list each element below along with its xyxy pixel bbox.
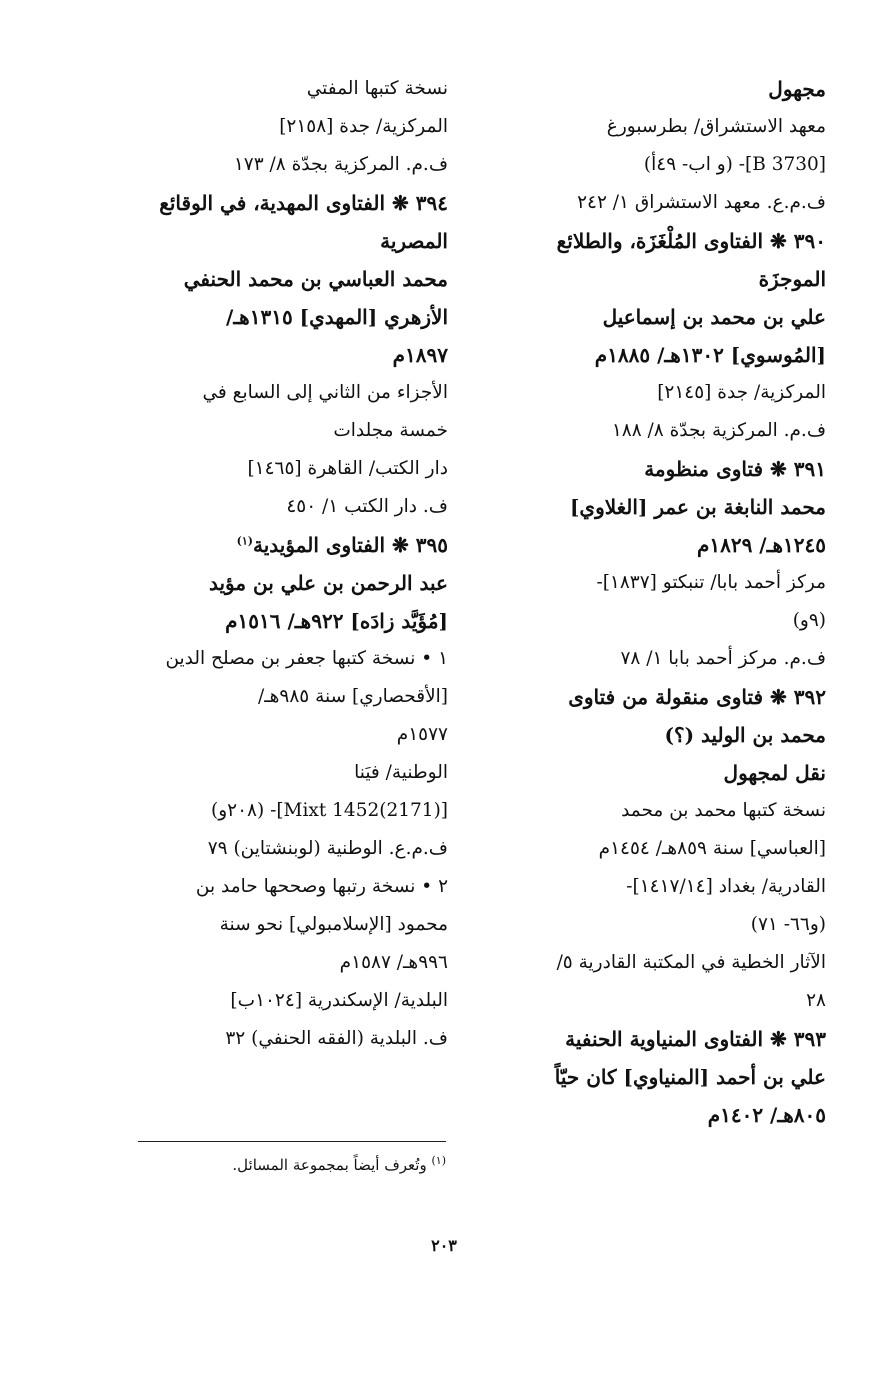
line-text: [(2171)Mixt 1452]- (٢٠٨و) xyxy=(211,800,448,821)
right-column-line xyxy=(488,1020,826,1058)
footnote-marker: (١) xyxy=(431,1154,446,1167)
line-text: علي بن محمد بن إسماعيل xyxy=(602,305,826,329)
line-text: ف.م. المركزية بجدّة ٨/ ١٧٣ xyxy=(233,154,448,175)
right-column-line xyxy=(488,602,826,640)
right-column-line xyxy=(488,1096,826,1134)
line-text: البلدية/ الإسكندرية [١٠٢٤ب] xyxy=(230,990,448,1011)
line-text: [مُؤَيَّد زادَه] ٩٢٢هـ/ ١٥١٦م xyxy=(225,609,448,633)
line-text: ٢٨ xyxy=(806,990,826,1011)
line-text: ٣٩١ ❋ فتاوى منظومة xyxy=(644,457,826,481)
right-column-line xyxy=(488,412,826,450)
right-column-line xyxy=(488,526,826,564)
right-column-line xyxy=(488,982,826,1020)
right-column-line xyxy=(488,374,826,412)
left-column-line xyxy=(106,792,448,830)
right-column-line xyxy=(488,450,826,488)
line-text: نسخة كتبها محمد بن محمد xyxy=(621,800,826,821)
right-column-line xyxy=(488,792,826,830)
left-column-line xyxy=(106,982,448,1020)
line-text: ٣٩٢ ❋ فتاوى منقولة من فتاوى xyxy=(568,685,826,709)
line-text: ١٨٩٧م xyxy=(392,343,448,367)
line-text: القادرية/ بغداد [١٤١٧/١٤]- xyxy=(626,876,826,897)
right-column-line xyxy=(488,1058,826,1096)
right-column xyxy=(488,70,826,1134)
line-text: [B 3730]- (و اب- ٤٩أ) xyxy=(643,154,826,175)
left-column-line xyxy=(106,184,448,222)
left-column-line xyxy=(106,754,448,792)
left-column-line xyxy=(106,678,448,716)
right-column-line xyxy=(488,564,826,602)
line-text: الموجزَة xyxy=(758,267,826,291)
left-column-line xyxy=(106,640,448,678)
footnote-text: وتُعرف أيضاً بمجموعة المسائل. xyxy=(232,1156,427,1174)
line-text: محمد العباسي بن محمد الحنفي xyxy=(183,267,448,291)
left-column-line xyxy=(106,336,448,374)
line-text: نقل لمجهول xyxy=(723,761,826,785)
line-text: ف.م.ع. معهد الاستشراق ١/ ٢٤٢ xyxy=(577,192,826,213)
right-column-line xyxy=(488,678,826,716)
line-text: مركز أحمد بابا/ تنبكتو [١٨٣٧]- xyxy=(596,572,826,593)
line-text: ١٢٤٥هـ/ ١٨٢٩م xyxy=(696,533,826,557)
right-column-line xyxy=(488,260,826,298)
line-text: (٩و) xyxy=(792,610,826,631)
left-column-line xyxy=(106,830,448,868)
line-text: [الأقحصاري] سنة ٩٨٥هـ/ xyxy=(257,686,448,707)
left-column-line xyxy=(106,602,448,640)
line-text: ف. البلدية (الفقه الحنفي) ٣٢ xyxy=(225,1028,448,1049)
line-text: ٣٩٠ ❋ الفتاوى المُلْغَزَة، والطلائع xyxy=(556,229,826,253)
left-column-line xyxy=(106,450,448,488)
right-column-line xyxy=(488,184,826,222)
left-column-line xyxy=(106,944,448,982)
right-column-line xyxy=(488,336,826,374)
line-text: ١٥٧٧م xyxy=(396,724,448,745)
line-text: نسخة كتبها المفتي xyxy=(306,78,448,99)
line-text: محمد النابغة بن عمر [الغلاوي] xyxy=(569,495,826,519)
page-number: ٢٠٣ xyxy=(431,1236,457,1255)
line-text: ٣٩٥ ❋ الفتاوى المؤيدية xyxy=(253,533,448,557)
right-column-line xyxy=(488,944,826,982)
line-text: الوطنية/ فيَنا xyxy=(354,762,448,783)
line-text: المركزية/ جدة [٢١٥٨] xyxy=(279,116,448,137)
line-text: ف.م. المركزية بجدّة ٨/ ١٨٨ xyxy=(611,420,826,441)
left-column-line xyxy=(106,70,448,108)
right-column-line xyxy=(488,830,826,868)
line-text: ١ • نسخة كتبها جعفر بن مصلح الدين xyxy=(165,648,448,669)
left-column-line xyxy=(106,564,448,602)
left-column-line xyxy=(106,222,448,260)
right-column-line xyxy=(488,146,826,184)
left-column-line xyxy=(106,716,448,754)
left-column-line xyxy=(106,868,448,906)
right-column-line xyxy=(488,70,826,108)
line-text: ٣٩٤ ❋ الفتاوى المهدية، في الوقائع xyxy=(159,191,448,215)
right-column-line xyxy=(488,754,826,792)
footnote-divider xyxy=(138,1141,446,1142)
line-text: الأجزاء من الثاني إلى السابع في xyxy=(202,382,448,403)
right-column-line xyxy=(488,868,826,906)
line-text: ف.م. مركز أحمد بابا ١/ ٧٨ xyxy=(620,648,826,669)
line-text: ٩٩٦هـ/ ١٥٨٧م xyxy=(339,952,448,973)
right-column-line xyxy=(488,222,826,260)
left-column-line xyxy=(106,488,448,526)
line-text: (و٦٦- ٧١) xyxy=(750,914,826,935)
left-column-line xyxy=(106,906,448,944)
line-text: محمود [الإسلامبولي] نحو سنة xyxy=(219,914,448,935)
right-column-line xyxy=(488,640,826,678)
line-text: [المُوسوي] ١٣٠٢هـ/ ١٨٨٥م xyxy=(594,343,826,367)
right-column-line xyxy=(488,298,826,336)
line-text: معهد الاستشراق/ بطرسبورغ xyxy=(606,116,826,137)
left-column-line xyxy=(106,146,448,184)
line-text: مجهول xyxy=(768,77,826,101)
line-text: ٢ • نسخة رتبها وصححها حامد بن xyxy=(195,876,448,897)
line-text: ٨٠٥هـ/ ١٤٠٢م xyxy=(707,1103,826,1127)
left-column-line xyxy=(106,298,448,336)
line-text: محمد بن الوليد (؟) xyxy=(664,723,826,747)
line-text: المصرية xyxy=(380,229,448,253)
line-text: ٣٩٣ ❋ الفتاوى المنياوية الحنفية xyxy=(565,1027,826,1051)
right-column-line xyxy=(488,906,826,944)
line-text: [العباسي] سنة ٨٥٩هـ/ ١٤٥٤م xyxy=(598,838,826,859)
line-text: ف. دار الكتب ١/ ٤٥٠ xyxy=(286,496,448,517)
line-text: دار الكتب/ القاهرة [١٤٦٥] xyxy=(247,458,448,479)
left-column-line xyxy=(106,374,448,412)
left-column-line xyxy=(106,412,448,450)
right-column-line xyxy=(488,488,826,526)
left-column-line xyxy=(106,260,448,298)
footnote-reference: (١) xyxy=(236,534,253,548)
line-text: عبد الرحمن بن علي بن مؤيد xyxy=(208,571,448,595)
left-column-line xyxy=(106,526,448,564)
right-column-line xyxy=(488,108,826,146)
right-column-line xyxy=(488,716,826,754)
line-text: علي بن أحمد [المنياوي] كان حيّاً xyxy=(554,1065,826,1089)
footnote xyxy=(138,1156,446,1174)
line-text: المركزية/ جدة [٢١٤٥] xyxy=(657,382,826,403)
left-column-line xyxy=(106,108,448,146)
line-text: الأزهري [المهدي] ١٣١٥هـ/ xyxy=(226,305,448,329)
left-column-line xyxy=(106,1020,448,1058)
line-text: ف.م.ع. الوطنية (لوبنشتاين) ٧٩ xyxy=(207,838,448,859)
left-column xyxy=(106,70,448,1058)
line-text: الآثار الخطية في المكتبة القادرية ٥/ xyxy=(556,952,826,973)
line-text: خمسة مجلدات xyxy=(333,420,448,441)
